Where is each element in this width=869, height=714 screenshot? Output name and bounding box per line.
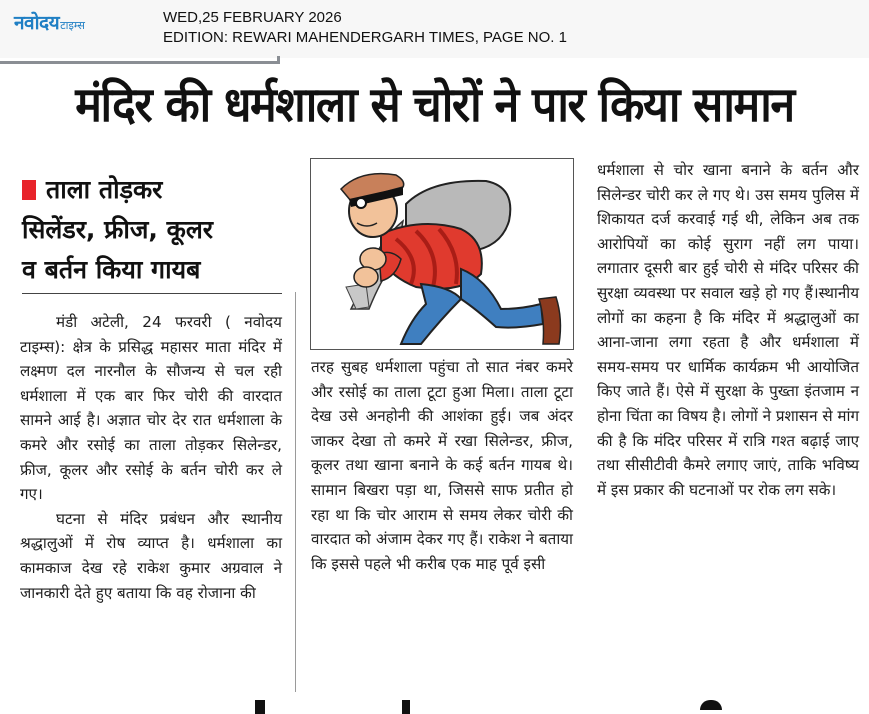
article-column-2 bbox=[311, 355, 573, 576]
partial-glyph bbox=[700, 700, 722, 710]
logo-main-text: नवोदय bbox=[14, 12, 60, 34]
article-subheadline bbox=[22, 170, 284, 290]
partial-glyph bbox=[402, 700, 410, 714]
subheadline-line-3: व बर्तन किया गायब bbox=[22, 255, 201, 284]
thief-cartoon-icon bbox=[311, 159, 573, 349]
partial-glyph bbox=[255, 700, 265, 714]
column-divider bbox=[295, 292, 296, 692]
header-rule bbox=[0, 61, 279, 64]
subheadline-line-1: ताला तोड़कर bbox=[46, 175, 163, 204]
newspaper-logo bbox=[14, 9, 85, 33]
red-square-bullet-icon bbox=[22, 180, 36, 200]
article-headline: मंदिर की धर्मशाला से चोरों ने पार किया सामान bbox=[75, 77, 794, 133]
column1-paragraph-1: मंडी अटेली, 24 फरवरी ( नवोदय टाइम्स): क्षेत्र के प्रसिद्ध महासर माता मंदिर में लक्ष्मण दल नारनौल के सौजन्य से चल रही धर्मशाला में एक बार फिर चोरी की वारदात सामने आई है। अज्ञात चोर देर रात धर्मशाला के कमरे और रसोई का ताला तोड़कर सिलेन्डर, फ्रीज, कूलर और रसोई के बर्तन चोरी कर ले गए। bbox=[20, 313, 282, 504]
article-image bbox=[310, 158, 574, 350]
subheadline-line-2: सिलेंडर, फ्रीज, कूलर bbox=[22, 215, 214, 244]
edition-meta bbox=[163, 8, 567, 48]
logo-sub-text: टाइम्स bbox=[60, 19, 85, 32]
column1-paragraph-2: घटना से मंदिर प्रबंधन और स्थानीय श्रद्धालुओं में रोष व्याप्त है। धर्मशाला का कामकाज देख रहे राकेश कुमार अग्रवाल ने जानकारी देते हुए बताया कि वह रोजाना की bbox=[20, 509, 282, 602]
column3-paragraph-1: धर्मशाला से चोर खाना बनाने के बर्तन और सिलेन्डर चोरी कर ले गए थे। उस समय पुलिस में शिकायत दर्ज करवाई गई थी, लेकिन अब तक आरोपियों का कोई सुराग नहीं लग पाया। लगातार दूसरी बार हुई चोरी से मंदिर परिसर की सुरक्षा व्यवस्था पर सवाल खड़े हो गए हैं।स्थानीय लोगों का कहना है कि मंदिर में श्रद्धालुओं का आना-जाना लगा रहता है और धर्मशाला में समय-समय पर धार्मिक कार्यक्रम भी आयोजित किए जाते हैं। ऐसे में सुरक्षा के पुख्ता इंतजाम न होना चिंता का विषय है। लोगों ने प्रशासन से मांग की है कि मंदिर परिसर में रात्रि गश्त बढ़ाई जाए तथा सीसीटीवी कैमरे लगाए जाएं, ताकि भविष्य में इस प्रकार की घटनाओं पर रोक लग सके। bbox=[597, 161, 859, 499]
subheadline-divider bbox=[22, 293, 282, 294]
edition-name: EDITION: REWARI MAHENDERGARH TIMES, PAGE NO. 1 bbox=[163, 29, 567, 46]
column2-paragraph-1: तरह सुबह धर्मशाला पहुंचा तो सात नंबर कमरे और रसोई का ताला टूटा हुआ मिला। ताला टूटा देख उसे अनहोनी की आशंका हुई। जब अंदर जाकर देखा तो कमरे में रखा सिलेन्डर, फ्रीज, कूलर तथा खाना बनाने के कई बर्तन गायब थे। सामान बिखरा पड़ा था, जिससे साफ प्रतीत हो रहा था कि चोर आराम से समय लेकर चोरी की वारदात को अंजाम देकर गए हैं। राकेश ने बताया कि इससे पहले भी करीब एक माह पूर्व इसी bbox=[311, 358, 573, 573]
next-headline-partial bbox=[0, 696, 869, 714]
article-column-1 bbox=[20, 310, 282, 605]
header-rule-tick bbox=[277, 56, 280, 64]
article-column-3 bbox=[597, 158, 859, 502]
page-header bbox=[0, 0, 869, 58]
edition-date: WED,25 FEBRUARY 2026 bbox=[163, 9, 342, 26]
